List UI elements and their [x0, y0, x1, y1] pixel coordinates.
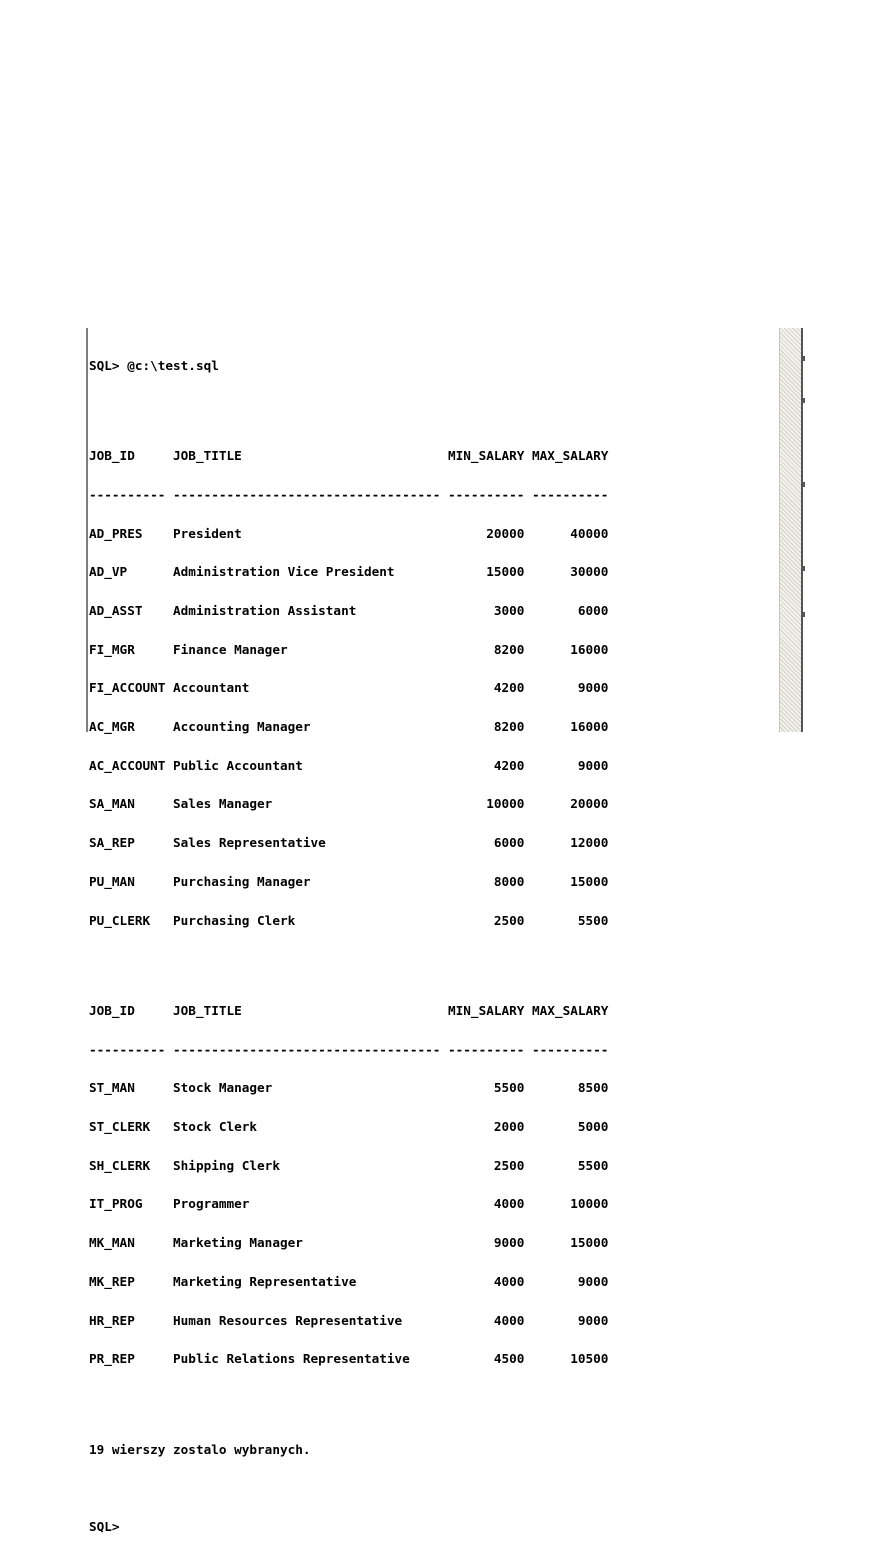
result-row: PR_REP Public Relations Representative 4500 10500	[89, 1351, 609, 1367]
scrollbar-edge-mark	[803, 566, 805, 571]
column-separator: ---------- ----------------------------------- ---------- ----------	[89, 1041, 609, 1057]
result-row: SA_MAN Sales Manager 10000 20000	[89, 796, 609, 812]
blank-line	[89, 1392, 608, 1405]
result-row: MK_REP Marketing Representative 4000 9000	[89, 1273, 609, 1289]
vertical-scrollbar[interactable]	[779, 328, 803, 732]
column-header: JOB_ID JOB_TITLE MIN_SALARY MAX_SALARY	[89, 448, 609, 464]
result-row: PU_MAN Purchasing Manager 8000 15000	[89, 873, 609, 889]
sql-prompt[interactable]: SQL>	[89, 1518, 120, 1534]
blank-line	[89, 399, 608, 412]
result-row: AD_ASST Administration Assistant 3000 6000	[89, 602, 609, 618]
result-row: SH_CLERK Shipping Clerk 2500 5500	[89, 1157, 609, 1173]
rows-selected-message: 19 wierszy zostalo wybranych.	[89, 1441, 311, 1457]
result-row: ST_MAN Stock Manager 5500 8500	[89, 1080, 609, 1096]
scrollbar-edge-mark	[803, 398, 805, 403]
console-output[interactable]	[89, 334, 608, 1560]
blank-line	[89, 953, 608, 966]
result-row: AD_VP Administration Vice President 15000 30000	[89, 564, 609, 580]
result-row: AC_ACCOUNT Public Accountant 4200 9000	[89, 757, 609, 773]
column-header: JOB_ID JOB_TITLE MIN_SALARY MAX_SALARY	[89, 1002, 609, 1018]
result-row: PU_CLERK Purchasing Clerk 2500 5500	[89, 912, 609, 928]
result-row: SA_REP Sales Representative 6000 12000	[89, 835, 609, 851]
result-row: FI_ACCOUNT Accountant 4200 9000	[89, 680, 609, 696]
result-row: MK_MAN Marketing Manager 9000 15000	[89, 1235, 609, 1251]
blank-line	[89, 1482, 608, 1495]
console-left-border	[86, 328, 88, 732]
result-row: AD_PRES President 20000 40000	[89, 525, 609, 541]
result-row: FI_MGR Finance Manager 8200 16000	[89, 641, 609, 657]
sqlplus-console-window[interactable]	[86, 328, 803, 1534]
result-row: AC_MGR Accounting Manager 8200 16000	[89, 719, 609, 735]
result-row: ST_CLERK Stock Clerk 2000 5000	[89, 1118, 609, 1134]
scrollbar-edge-mark	[803, 482, 805, 487]
result-row: HR_REP Human Resources Representative 4000 9000	[89, 1312, 609, 1328]
scrollbar-edge-mark	[803, 612, 805, 617]
scrollbar-edge-mark	[803, 356, 805, 361]
column-separator: ---------- ----------------------------------- ---------- ----------	[89, 486, 609, 502]
result-row: IT_PROG Programmer 4000 10000	[89, 1196, 609, 1212]
command-line: SQL> @c:\test.sql	[89, 357, 219, 373]
